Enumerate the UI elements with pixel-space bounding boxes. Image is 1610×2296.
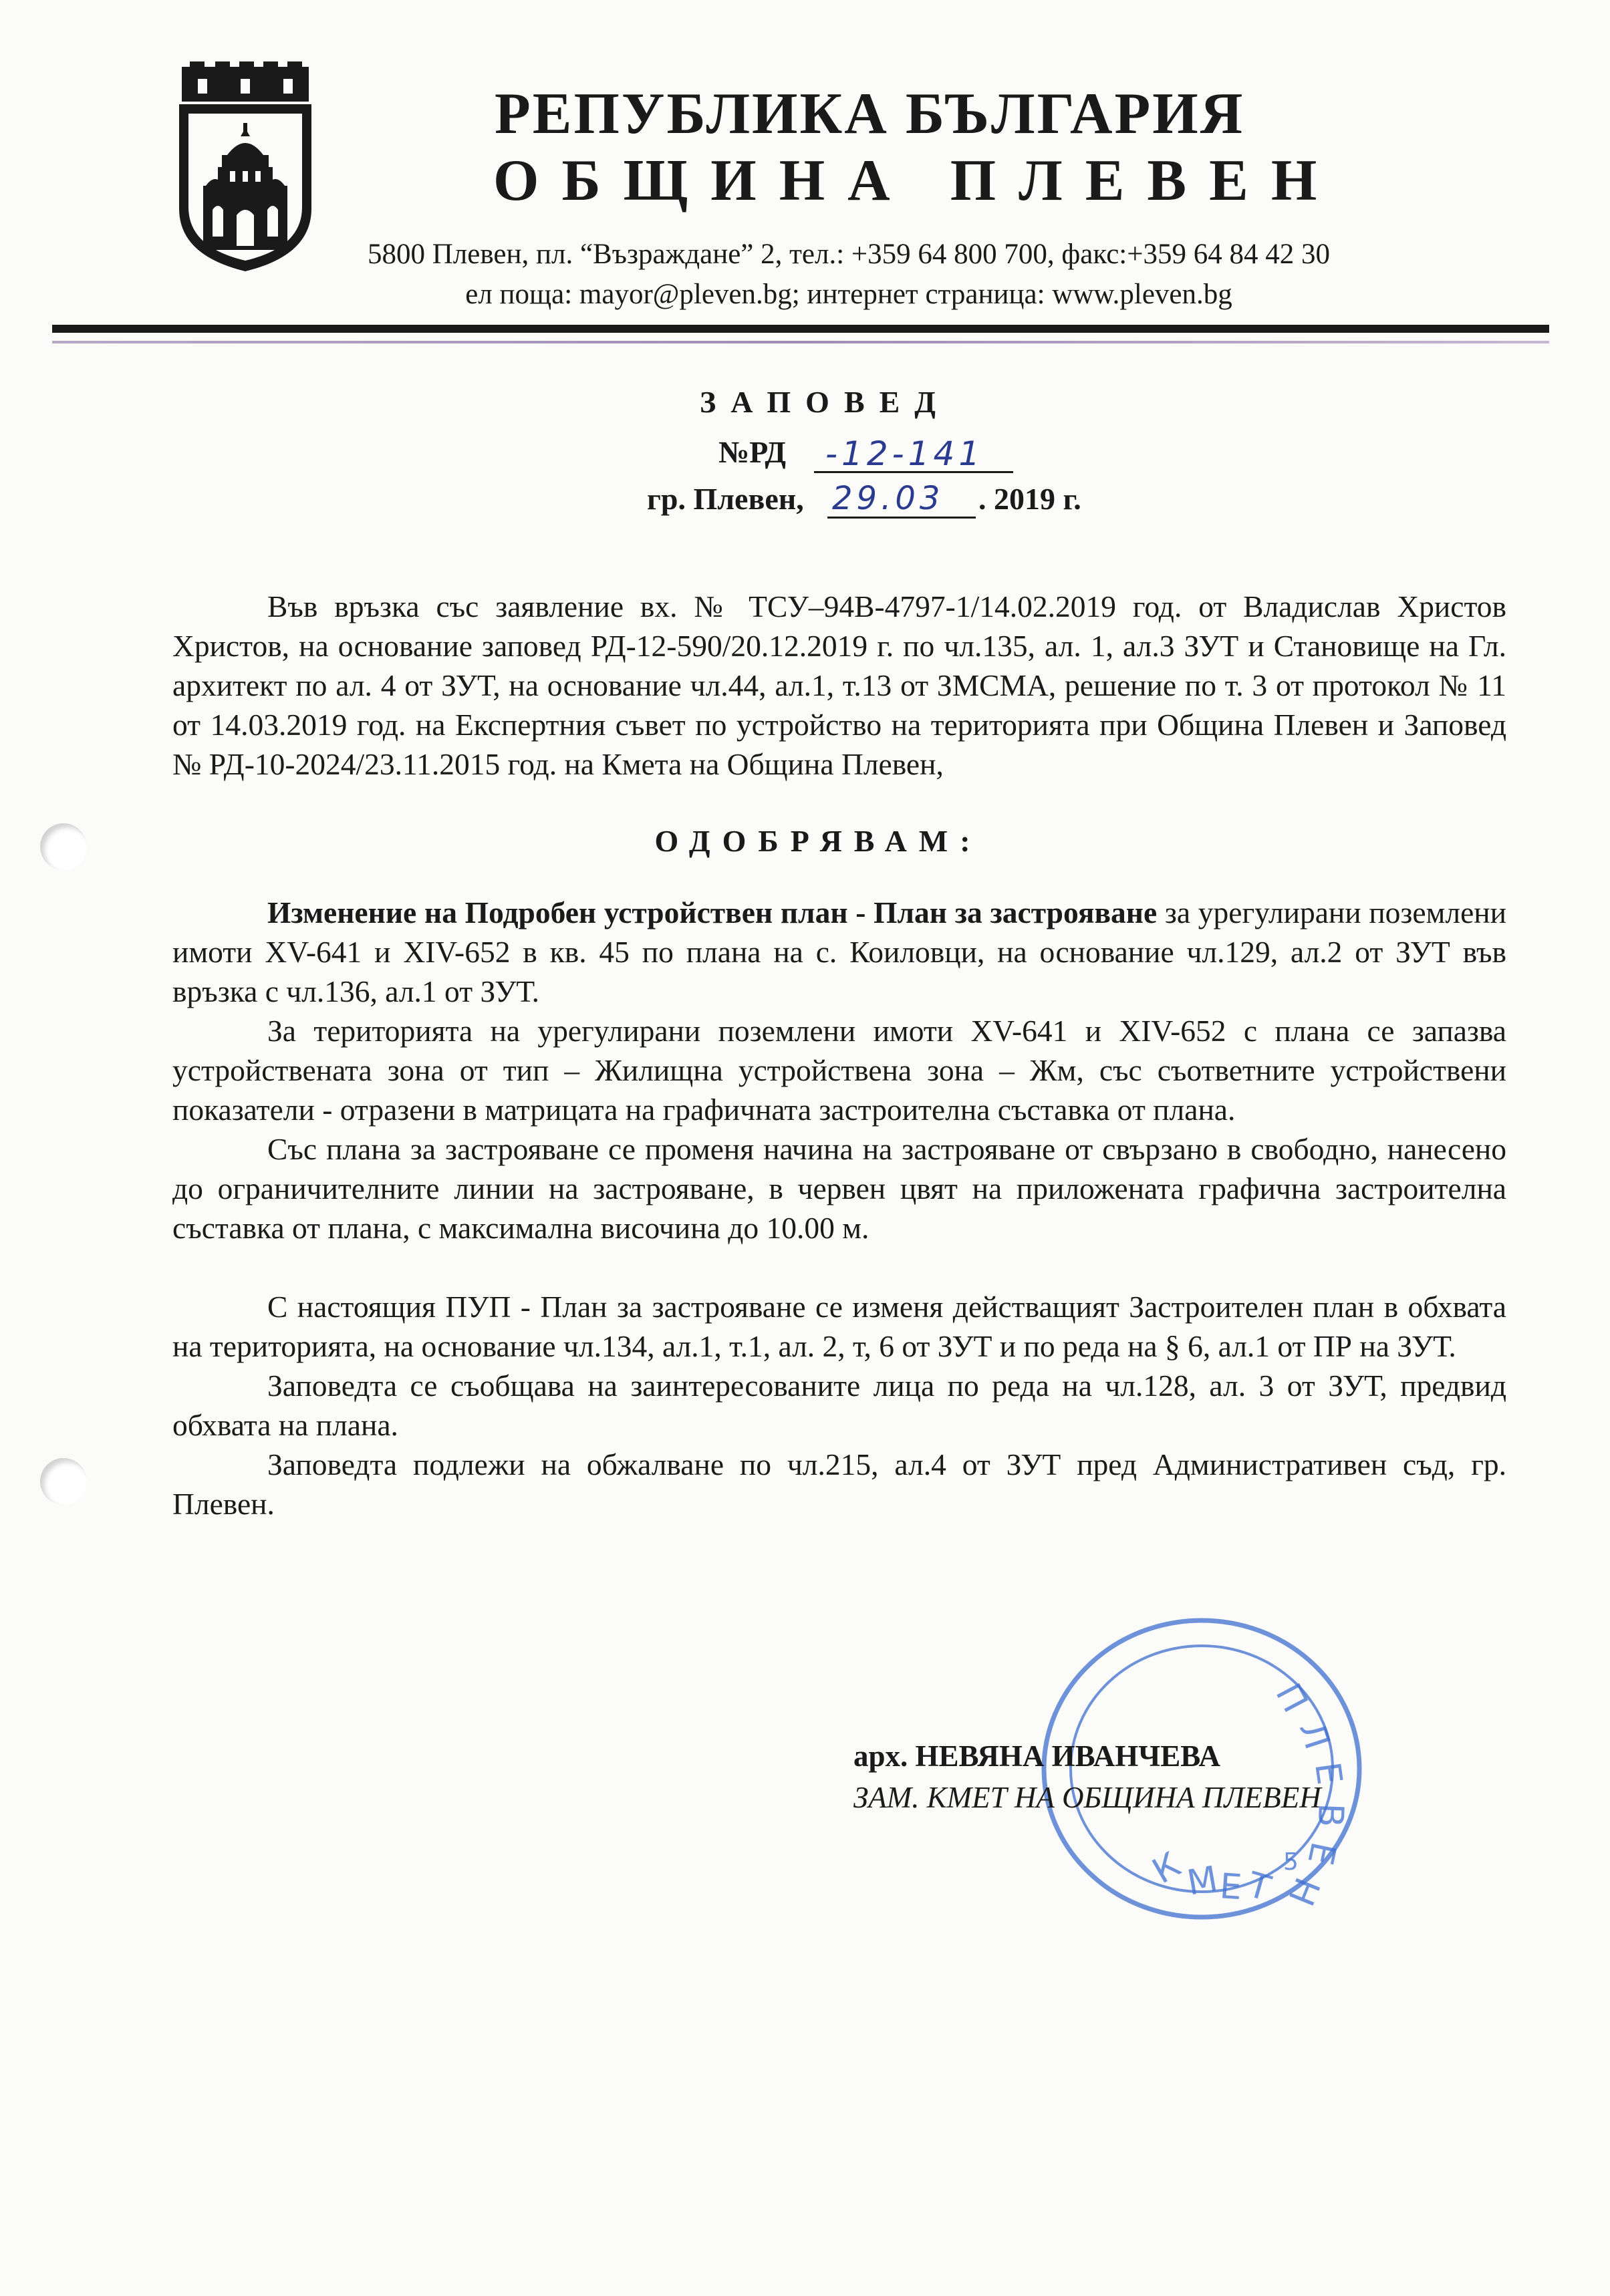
svg-text:Е: Е	[1307, 1759, 1350, 1787]
country-heading: РЕПУБЛИКА БЪЛГАРИЯ	[495, 82, 1245, 146]
order-place: гр. Плевен,	[647, 482, 804, 516]
svg-text:Л: Л	[1291, 1717, 1337, 1755]
order-title: ЗАПОВЕД	[700, 385, 950, 419]
notification-paragraph: Заповедта се съобщава на заинтересованите лица по реда на чл.128, ал. 3 от ЗУТ, предвид обхвата на плана.	[172, 1369, 1506, 1442]
plan-change-paragraph: С настоящия ПУП - План за застрояване се изменя действащият Застроителен план в обхвата на територията, на основание чл.134, ал.1, т.1, ал. 2, т, 6 от ЗУТ и по реда на § 6, ал.1 от ПР на ЗУТ.	[172, 1290, 1506, 1363]
appeal-paragraph: Заповедта подлежи на обжалване по чл.215, ал.4 от ЗУТ пред Административен съд, гр. Плевен.	[172, 1447, 1506, 1521]
approval-subject: Изменение на Подробен устройствен план - План за застрояване	[267, 895, 1158, 929]
svg-text:П: П	[1267, 1677, 1315, 1719]
municipality-heading: ОБЩИНА ПЛЕВЕН	[493, 148, 1340, 213]
svg-text:М: М	[1184, 1858, 1221, 1904]
approve-heading: ОДОБРЯВАМ:	[654, 824, 982, 858]
address-line: 5800 Плевен, пл. “Възраждане” 2, тел.: +359 64 800 700, факс:+359 64 84 42 30	[368, 239, 1330, 270]
intro-paragraph: Във връзка със заявление вх. № ТСУ–94В-4797-1/14.02.2019 год. от Владислав Христов Христов, на основание заповед РД-12-590/20.12.2019 г. по чл.135, ал. 1, ал.3 ЗУТ и Становище на Гл. архитект по ал. 4 от ЗУТ, на основание чл.44, ал.1, т.13 от ЗМСМА, решение по т. 3 от протокол № 11 от 14.03.2019 год. на Експертния съвет по устройство на територията при Община Плевен и Заповед № РД-10-2024/23.11.2015 год. на Кмета на Община Плевен,	[172, 589, 1506, 781]
header-divider	[52, 325, 1549, 333]
signatory-title: ЗАМ. КМЕТ НА ОБЩИНА ПЛЕВЕН	[853, 1781, 1321, 1814]
signatory-name: арх. НЕВЯНА ИВАНЧЕВА	[853, 1739, 1220, 1773]
order-year: . 2019 г.	[978, 482, 1081, 516]
zone-paragraph: За територията на урегулирани поземлени имоти ХV-641 и ХIV-652 с плана се запазва устройствената зона от тип – Жилищна устройствена зона – Жм, със съответните устройствени показатели - отразени в матрицата на графичната застроителна съставка от плана.	[172, 1014, 1506, 1127]
svg-text:В: В	[1309, 1802, 1351, 1828]
approval-paragraph	[172, 893, 1506, 1011]
svg-text:К: К	[1146, 1844, 1188, 1892]
order-number-prefix: №РД	[718, 435, 787, 469]
approval-details: за урегулирани поземлени имоти ХV-641 и ХIV-652 в кв. 45 по плана на с. Коиловци, на основание чл.129, ал.2 от ЗУТ във връзка с чл.136, ал.1 от ЗУТ.	[172, 895, 1506, 1008]
order-number-handwritten: -12-141	[825, 434, 984, 473]
order-date-handwritten: 29.03	[832, 480, 944, 517]
svg-text:Е: Е	[1299, 1838, 1343, 1868]
punch-hole	[40, 1458, 87, 1505]
contact-line: ел поща: mayor@pleven.bg; интернет страница: www.pleven.bg	[465, 279, 1232, 310]
svg-text:Н: Н	[1280, 1872, 1327, 1911]
svg-text:Е: Е	[1218, 1866, 1244, 1908]
svg-text:Т: Т	[1243, 1864, 1275, 1910]
svg-text:5: 5	[1283, 1848, 1299, 1876]
building-mode-paragraph: Със плана за застрояване се променя начина на застрояване от свързано в свободно, нанесено до ограничителните линии на застрояване, в червен цвят на приложената графична застроителна съставка от плана, с максимална височина до 10.00 м.	[172, 1132, 1506, 1245]
header-divider-accent	[52, 341, 1549, 343]
